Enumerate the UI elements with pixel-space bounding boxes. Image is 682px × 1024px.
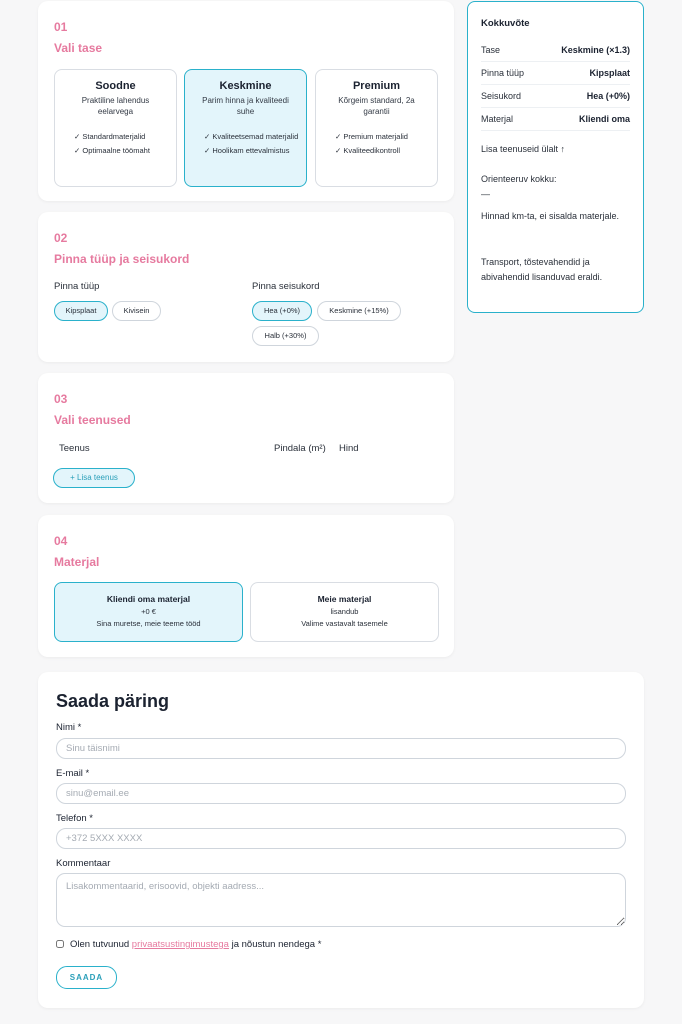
tier-option-soodne[interactable] bbox=[54, 69, 177, 187]
summary-title: Kokkuvõte bbox=[481, 18, 530, 29]
add-service-button[interactable]: + Lisa teenus bbox=[53, 468, 135, 488]
summary-key: Seisukord bbox=[481, 91, 522, 101]
email-label: E-mail * bbox=[56, 768, 90, 779]
consent-row bbox=[56, 939, 321, 950]
step-surface-card bbox=[38, 212, 454, 362]
step-title: Materjal bbox=[54, 555, 100, 569]
material-name: Meie materjal bbox=[317, 594, 372, 604]
tier-option-premium[interactable] bbox=[315, 69, 438, 187]
summary-row-surface-type bbox=[481, 62, 630, 85]
summary-value: Kliendi oma bbox=[578, 114, 630, 124]
tier-description: Parim hinna ja kvaliteedi suhe bbox=[202, 96, 289, 116]
material-option-ours[interactable] bbox=[250, 582, 439, 642]
submit-button[interactable]: SAADA bbox=[56, 966, 117, 989]
summary-value: Hea (+0%) bbox=[586, 91, 630, 101]
step-title: Pinna tüüp ja seisukord bbox=[54, 252, 190, 266]
material-price: +0 € bbox=[141, 607, 156, 616]
summary-value: Kipsplaat bbox=[589, 68, 630, 78]
step-material-card bbox=[38, 515, 454, 657]
material-note: Sina muretse, meie teeme tööd bbox=[96, 619, 201, 628]
consent-suffix: ja nõustun nendega * bbox=[231, 939, 322, 950]
summary-total-value: — bbox=[481, 189, 490, 199]
tier-feature: ✓ Hoolikam ettevalmistus bbox=[204, 145, 290, 155]
tier-features bbox=[74, 132, 170, 159]
summary-row-material bbox=[481, 108, 630, 131]
condition-chip-keskmine[interactable]: Keskmine (+15%) bbox=[317, 301, 401, 321]
summary-panel bbox=[467, 1, 644, 313]
step-number: 02 bbox=[54, 231, 68, 245]
comment-label: Kommentaar bbox=[56, 858, 111, 869]
surface-type-chip-kipsplaat[interactable]: Kipsplaat bbox=[54, 301, 108, 321]
tier-feature: ✓ Premium materjalid bbox=[335, 132, 408, 141]
phone-input[interactable] bbox=[56, 828, 626, 849]
summary-hint: Lisa teenuseid ülalt ↑ bbox=[481, 144, 566, 154]
tier-feature: ✓ Kvaliteedikontroll bbox=[335, 145, 401, 155]
material-note: Valime vastavalt tasemele bbox=[301, 619, 388, 628]
condition-chip-hea[interactable]: Hea (+0%) bbox=[252, 301, 312, 321]
consent-prefix: Olen tutvunud bbox=[70, 939, 130, 950]
comment-textarea[interactable] bbox=[56, 873, 626, 927]
name-label: Nimi * bbox=[56, 722, 82, 733]
tier-name: Keskmine bbox=[219, 80, 272, 92]
summary-row-level bbox=[481, 39, 630, 62]
surface-type-chip-kivisein[interactable]: Kivisein bbox=[112, 301, 161, 321]
privacy-link[interactable]: privaatsustingimustega bbox=[131, 939, 229, 950]
step-services-card bbox=[38, 373, 454, 503]
surface-type-label: Pinna tüüp bbox=[54, 281, 100, 292]
name-input[interactable] bbox=[56, 738, 626, 759]
column-header-service: Teenus bbox=[59, 443, 90, 454]
summary-key: Materjal bbox=[481, 114, 514, 124]
tier-feature: ✓ Kvaliteetsemad materjalid bbox=[204, 132, 299, 141]
surface-condition-label: Pinna seisukord bbox=[252, 281, 320, 292]
form-title: Saada päring bbox=[56, 691, 170, 711]
tier-feature: ✓ Optimaalne töömaht bbox=[74, 145, 150, 155]
tier-option-keskmine[interactable] bbox=[184, 69, 307, 187]
column-header-area: Pindala (m²) bbox=[274, 443, 326, 454]
step-number: 01 bbox=[54, 20, 68, 34]
step-title: Vali teenused bbox=[54, 413, 131, 427]
tier-description: Praktiline lahendus eelarvega bbox=[81, 96, 150, 116]
condition-chip-halb[interactable]: Halb (+30%) bbox=[252, 326, 319, 346]
email-input[interactable] bbox=[56, 783, 626, 804]
summary-total-label: Orienteeruv kokku: bbox=[481, 174, 557, 184]
material-price: lisandub bbox=[330, 607, 359, 616]
summary-note-vat: Hinnad km-ta, ei sisalda materjale. bbox=[481, 211, 620, 221]
summary-key: Pinna tüüp bbox=[481, 68, 525, 78]
summary-note-transport: Transport, tõstevahendid ja abivahendid lisanduvad eraldi. bbox=[481, 257, 603, 282]
summary-key: Tase bbox=[481, 45, 501, 55]
material-option-client[interactable] bbox=[54, 582, 243, 642]
consent-checkbox[interactable] bbox=[56, 940, 64, 948]
summary-row-condition bbox=[481, 85, 630, 108]
inquiry-form-card bbox=[38, 672, 644, 1008]
step-number: 04 bbox=[54, 534, 68, 548]
step-number: 03 bbox=[54, 392, 68, 406]
step-level-card bbox=[38, 1, 454, 201]
tier-name: Premium bbox=[352, 80, 401, 92]
phone-label: Telefon * bbox=[56, 813, 93, 824]
material-name: Kliendi oma materjal bbox=[106, 594, 191, 604]
tier-features bbox=[335, 132, 431, 159]
tier-description: Kõrgeim standard, 2a garantii bbox=[338, 96, 415, 116]
summary-value: Keskmine (×1.3) bbox=[561, 45, 630, 55]
tier-features bbox=[204, 132, 300, 159]
tier-feature: ✓ Standardmaterjalid bbox=[74, 132, 146, 141]
tier-name: Soodne bbox=[95, 80, 136, 92]
column-header-price: Hind bbox=[339, 443, 359, 454]
step-title: Vali tase bbox=[54, 41, 103, 55]
